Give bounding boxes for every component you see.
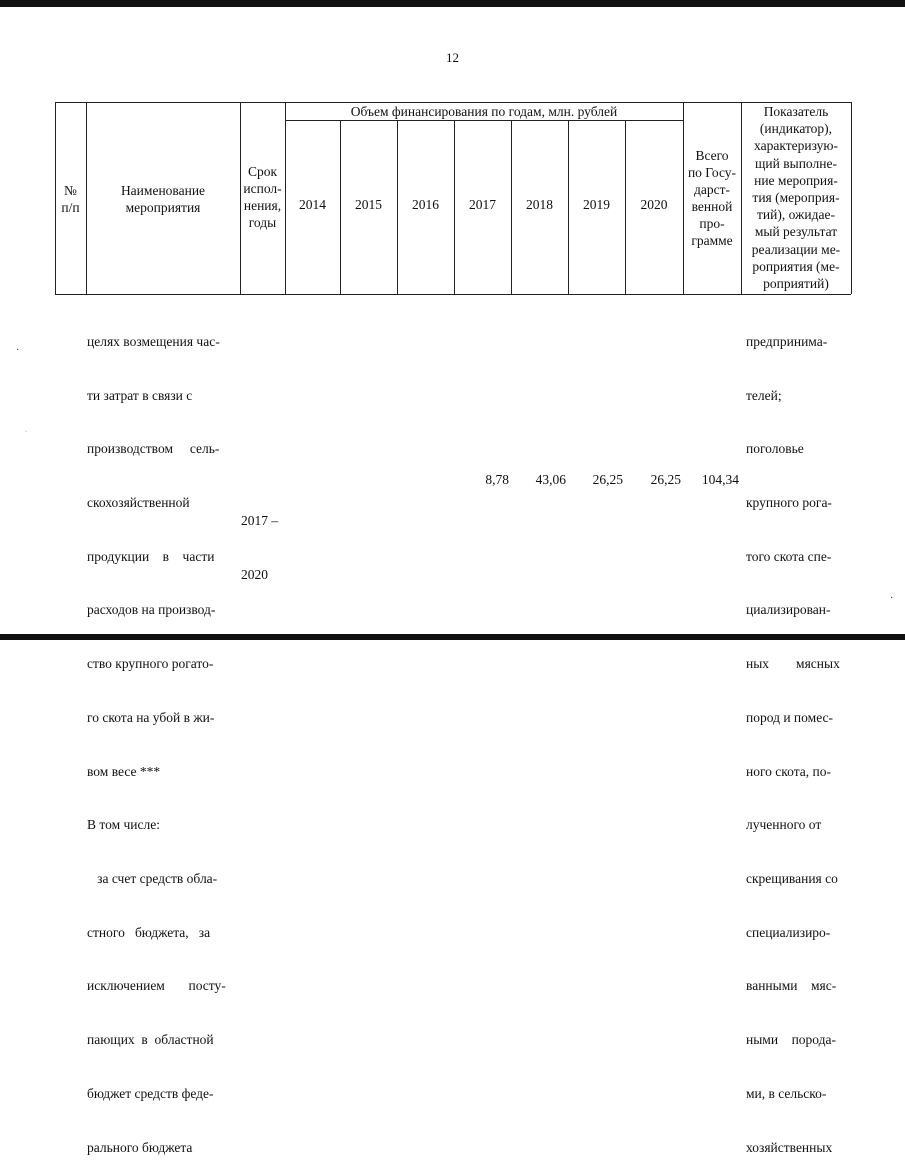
funding-subheader-line: [285, 120, 683, 121]
year-2014: 2014: [299, 197, 326, 212]
indicator-line: крупного рога-: [746, 494, 832, 510]
value-2018: 43,06: [535, 472, 566, 487]
value-total: 104,34: [701, 472, 739, 487]
activity-name-line: ство крупного рогато-: [87, 656, 214, 672]
header-term-line: нения,: [243, 198, 282, 213]
term-line: 2017 –: [241, 512, 279, 528]
header-total-line: венной: [691, 199, 733, 214]
bottom-scan-border: [0, 634, 905, 640]
scan-speck: ·: [890, 593, 894, 604]
year-2015: 2015: [355, 197, 382, 212]
header-indicator-line: характеризую-: [754, 138, 838, 154]
indicator-line: поголовье: [746, 441, 804, 457]
activity-name-line: производством сель-: [87, 441, 220, 457]
header-name: [86, 182, 240, 216]
header-total-line: про-: [699, 216, 725, 231]
header-total-line: грамме: [691, 233, 733, 248]
activity-name-line: рального бюджета: [87, 1139, 193, 1155]
indicator-line: пород и помес-: [746, 709, 834, 725]
header-name-line: мероприятия: [125, 200, 201, 215]
activity-name-line: исключением посту-: [87, 978, 226, 994]
activity-name-line: за счет средств обла-: [87, 871, 218, 886]
header-name-line: Наименование: [120, 183, 206, 198]
header-indicator-line: тий), ожидае-: [757, 207, 835, 223]
indicator-line: ного скота, по-: [746, 763, 832, 779]
header-indicator: [741, 103, 851, 292]
activity-name-line: ти затрат в связи с: [87, 387, 193, 403]
activity-name-line: расходов на производ-: [87, 602, 216, 618]
indicator-line: того скота спе-: [746, 548, 832, 564]
value-2019: 26,25: [592, 472, 623, 487]
indicator-text: [746, 297, 852, 1174]
indicator-line: хозяйственных: [746, 1139, 833, 1155]
activity-name-line: скохозяйственной: [87, 494, 190, 510]
header-no-line: п/п: [61, 200, 80, 215]
indicator-line: ными порода-: [746, 1032, 837, 1048]
value-2017: 8,78: [485, 472, 509, 487]
header-term-line: годы: [248, 215, 277, 230]
year-2018: 2018: [526, 197, 553, 212]
header-no: [55, 182, 86, 216]
col-border: [851, 102, 852, 294]
activity-name-line: продукции в части: [87, 548, 215, 564]
year-2017: 2017: [469, 197, 496, 212]
header-term-line: Срок: [247, 164, 278, 179]
activity-name-line: пающих в областной: [87, 1032, 214, 1048]
year-2016: 2016: [412, 197, 439, 212]
indicator-line: ных мясных: [746, 656, 840, 672]
header-total-line: Всего: [695, 148, 729, 163]
header-indicator-line: реализации ме-: [751, 241, 841, 257]
activity-name-line: стного бюджета, за: [87, 924, 211, 940]
year-2019: 2019: [583, 197, 610, 212]
header-indicator-line: ние мероприя-: [754, 172, 838, 188]
indicator-line: лученного от: [746, 817, 822, 833]
scan-speck: ·: [16, 345, 20, 356]
activity-name-text: [87, 297, 240, 1174]
year-2020: 2020: [640, 197, 668, 212]
header-indicator-line: роприятий): [763, 276, 829, 292]
header-funding: Объем финансирования по годам, млн. рублей: [350, 104, 618, 119]
indicator-line: специализиро-: [746, 924, 831, 940]
header-no-line: №: [64, 183, 77, 198]
header-indicator-line: роприятия (ме-: [752, 258, 840, 274]
header-indicator-line: Показатель: [763, 104, 829, 119]
term-text: [241, 476, 285, 601]
header-total-line: по Госу-: [687, 165, 737, 180]
indicator-line: телей;: [746, 387, 782, 403]
header-indicator-line: (индикатор),: [759, 121, 833, 137]
activity-name-line: целях возмещения час-: [87, 333, 220, 349]
activity-name-line: бюджет средств феде-: [87, 1085, 214, 1101]
header-indicator-line: тия (мероприя-: [752, 190, 840, 206]
indicator-line: ванными мяс-: [746, 978, 837, 994]
activity-name-line: В том числе:: [87, 817, 160, 833]
indicator-line: скрещивания со: [746, 871, 838, 886]
indicator-line: циализирован-: [746, 602, 831, 618]
header-term: [240, 163, 285, 231]
top-scan-border: [0, 0, 905, 7]
page-number: 12: [446, 50, 459, 65]
header-indicator-line: мый результат: [754, 224, 838, 240]
header-total-line: дарст-: [694, 182, 730, 197]
indicator-line: предпринима-: [746, 333, 828, 349]
header-bottom-border: [55, 294, 851, 295]
header-total: [683, 147, 741, 249]
value-2020: 26,25: [650, 472, 681, 487]
header-indicator-line: щий выполне-: [755, 155, 837, 171]
activity-name-line: го скота на убой в жи-: [87, 709, 215, 725]
header-term-line: испол-: [243, 181, 282, 196]
term-line: 2020: [241, 566, 268, 582]
activity-name-line: вом весе ***: [87, 763, 161, 779]
indicator-line: ми, в сельско-: [746, 1085, 827, 1101]
